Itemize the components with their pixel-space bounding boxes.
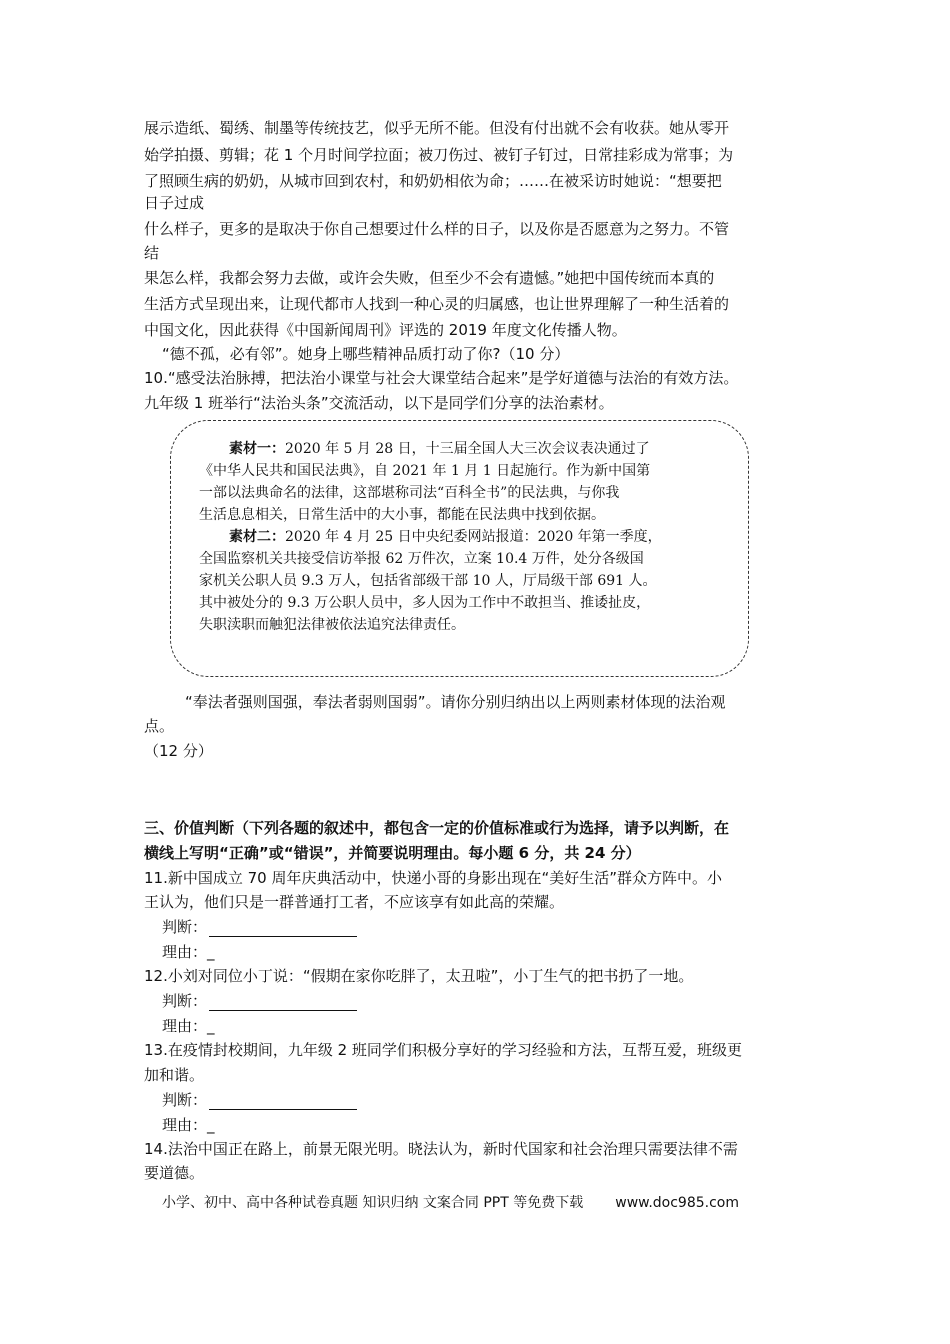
judge-label: 判断：: [162, 918, 208, 936]
passage-line: 了照顾生病的奶奶，从城市回到农村，和奶奶相依为命；……在被采访时她说：“想要把: [144, 172, 722, 190]
q10-points: （12 分）: [144, 742, 213, 760]
passage-question: “德不孤，必有邻”。她身上哪些精神品质打动了你?（10 分）: [162, 345, 570, 363]
q10-ask: 点。: [144, 717, 175, 735]
passage-line: 始学拍摄、剪辑；花 1 个月时间学拉面；被刀伤过、被钉子钉过，日常挂彩成为常事；为: [144, 146, 734, 164]
passage-line: 日子过成: [144, 194, 205, 212]
judge-row: [162, 991, 357, 1011]
q10-intro: 九年级 1 班举行“法治头条”交流活动，以下是同学们分享的法治素材。: [144, 394, 614, 412]
judge-label: 判断：: [162, 1091, 208, 1109]
footer: [162, 1192, 739, 1212]
material-line: 生活息息相关，日常生活中的大小事，都能在民法典中找到依据。: [199, 507, 605, 523]
passage-line: 中国文化，因此获得《中国新闻周刊》评选的 2019 年度文化传播人物。: [144, 321, 627, 339]
passage-line: 什么样子，更多的是取决于你自己想要过什么样的日子，以及你是否愿意为之努力。不管: [144, 220, 730, 238]
material-line: 全国监察机关共接受信访举报 62 万件次，立案 10.4 万件，处分各级国: [199, 551, 644, 567]
material-line: [229, 527, 662, 547]
material-line: [229, 439, 650, 459]
judge-answer-blank[interactable]: [209, 994, 357, 1011]
reason-label: 理由：_: [162, 943, 215, 961]
material-line: 家机关公职人员 9.3 万人，包括省部级干部 10 人，厅局级干部 691 人。: [199, 573, 657, 589]
reason-label: 理由：_: [162, 1017, 215, 1035]
passage-line: 生活方式呈现出来，让现代都市人找到一种心灵的归属感，也让世界理解了一种生活着的: [144, 295, 730, 313]
material-line: 其中被处分的 9.3 万公职人员中，多人因为工作中不敢担当、推诿扯皮，: [199, 595, 651, 611]
judge-row: [162, 917, 357, 937]
q14-text: 14.法治中国正在路上，前景无限光明。晓法认为，新时代国家和社会治理只需要法律不需: [144, 1140, 738, 1158]
q11-text: 11.新中国成立 70 周年庆典活动中，快递小哥的身影出现在“美好生活”群众方阵中。小: [144, 869, 723, 887]
material-line: 《中华人民共和国民法典》，自 2021 年 1 月 1 日起施行。作为新中国第: [199, 463, 651, 479]
passage-line: 展示造纸、蜀绣、制墨等传统技艺，似乎无所不能。但没有付出就不会有收获。她从零开: [144, 119, 730, 137]
material-line: 一部以法典命名的法律，这部堪称司法“百科全书”的民法典，与你我: [199, 485, 620, 501]
judge-label: 判断：: [162, 992, 208, 1010]
material-line: 失职渎职而触犯法律被依法追究法律责任。: [199, 617, 465, 633]
q13-text: 13.在疫情封校期间，九年级 2 班同学们积极分享好的学习经验和方法，互帮互爱，班级更: [144, 1041, 742, 1059]
q10-intro: 10.“感受法治脉搏，把法治小课堂与社会大课堂结合起来”是学好道德与法治的有效方法。: [144, 369, 739, 387]
material-2-text: 2020 年 4 月 25 日中央纪委网站报道：2020 年第一季度，: [285, 529, 662, 545]
section-title: 横线上写明“正确”或“错误”，并简要说明理由。每小题 6 分，共 24 分）: [144, 844, 641, 862]
q12-text: 12.小刘对同位小丁说：“假期在家你吃胖了，太丑啦”，小丁生气的把书扔了一地。: [144, 967, 694, 985]
q14-text: 要道德。: [144, 1164, 205, 1182]
material-1-label: 素材一：: [229, 441, 285, 457]
footer-text: 小学、初中、高中各种试卷真题 知识归纳 文案合同 PPT 等免费下载: [162, 1195, 584, 1211]
material-box: [170, 420, 749, 677]
material-2-label: 素材二：: [229, 529, 285, 545]
passage-line: 结: [144, 244, 160, 262]
section-title: 三、价值判断（下列各题的叙述中，都包含一定的价值标准或行为选择，请予以判断，在: [144, 819, 730, 837]
judge-answer-blank[interactable]: [209, 920, 357, 937]
q13-text: 加和谐。: [144, 1066, 205, 1084]
reason-label: 理由：_: [162, 1116, 215, 1134]
judge-row: [162, 1090, 357, 1110]
q10-ask: “奉法者强则国强，奉法者弱则国弱”。请你分别归纳出以上两则素材体现的法治观: [185, 693, 726, 711]
footer-url[interactable]: www.doc985.com: [615, 1195, 739, 1211]
material-1-text: 2020 年 5 月 28 日，十三届全国人大三次会议表决通过了: [285, 441, 650, 457]
judge-answer-blank[interactable]: [209, 1093, 357, 1110]
q11-text: 王认为，他们只是一群普通打工者，不应该享有如此高的荣耀。: [144, 893, 565, 911]
passage-line: 果怎么样，我都会努力去做，或许会失败，但至少不会有遗憾。”她把中国传统而本真的: [144, 269, 715, 287]
